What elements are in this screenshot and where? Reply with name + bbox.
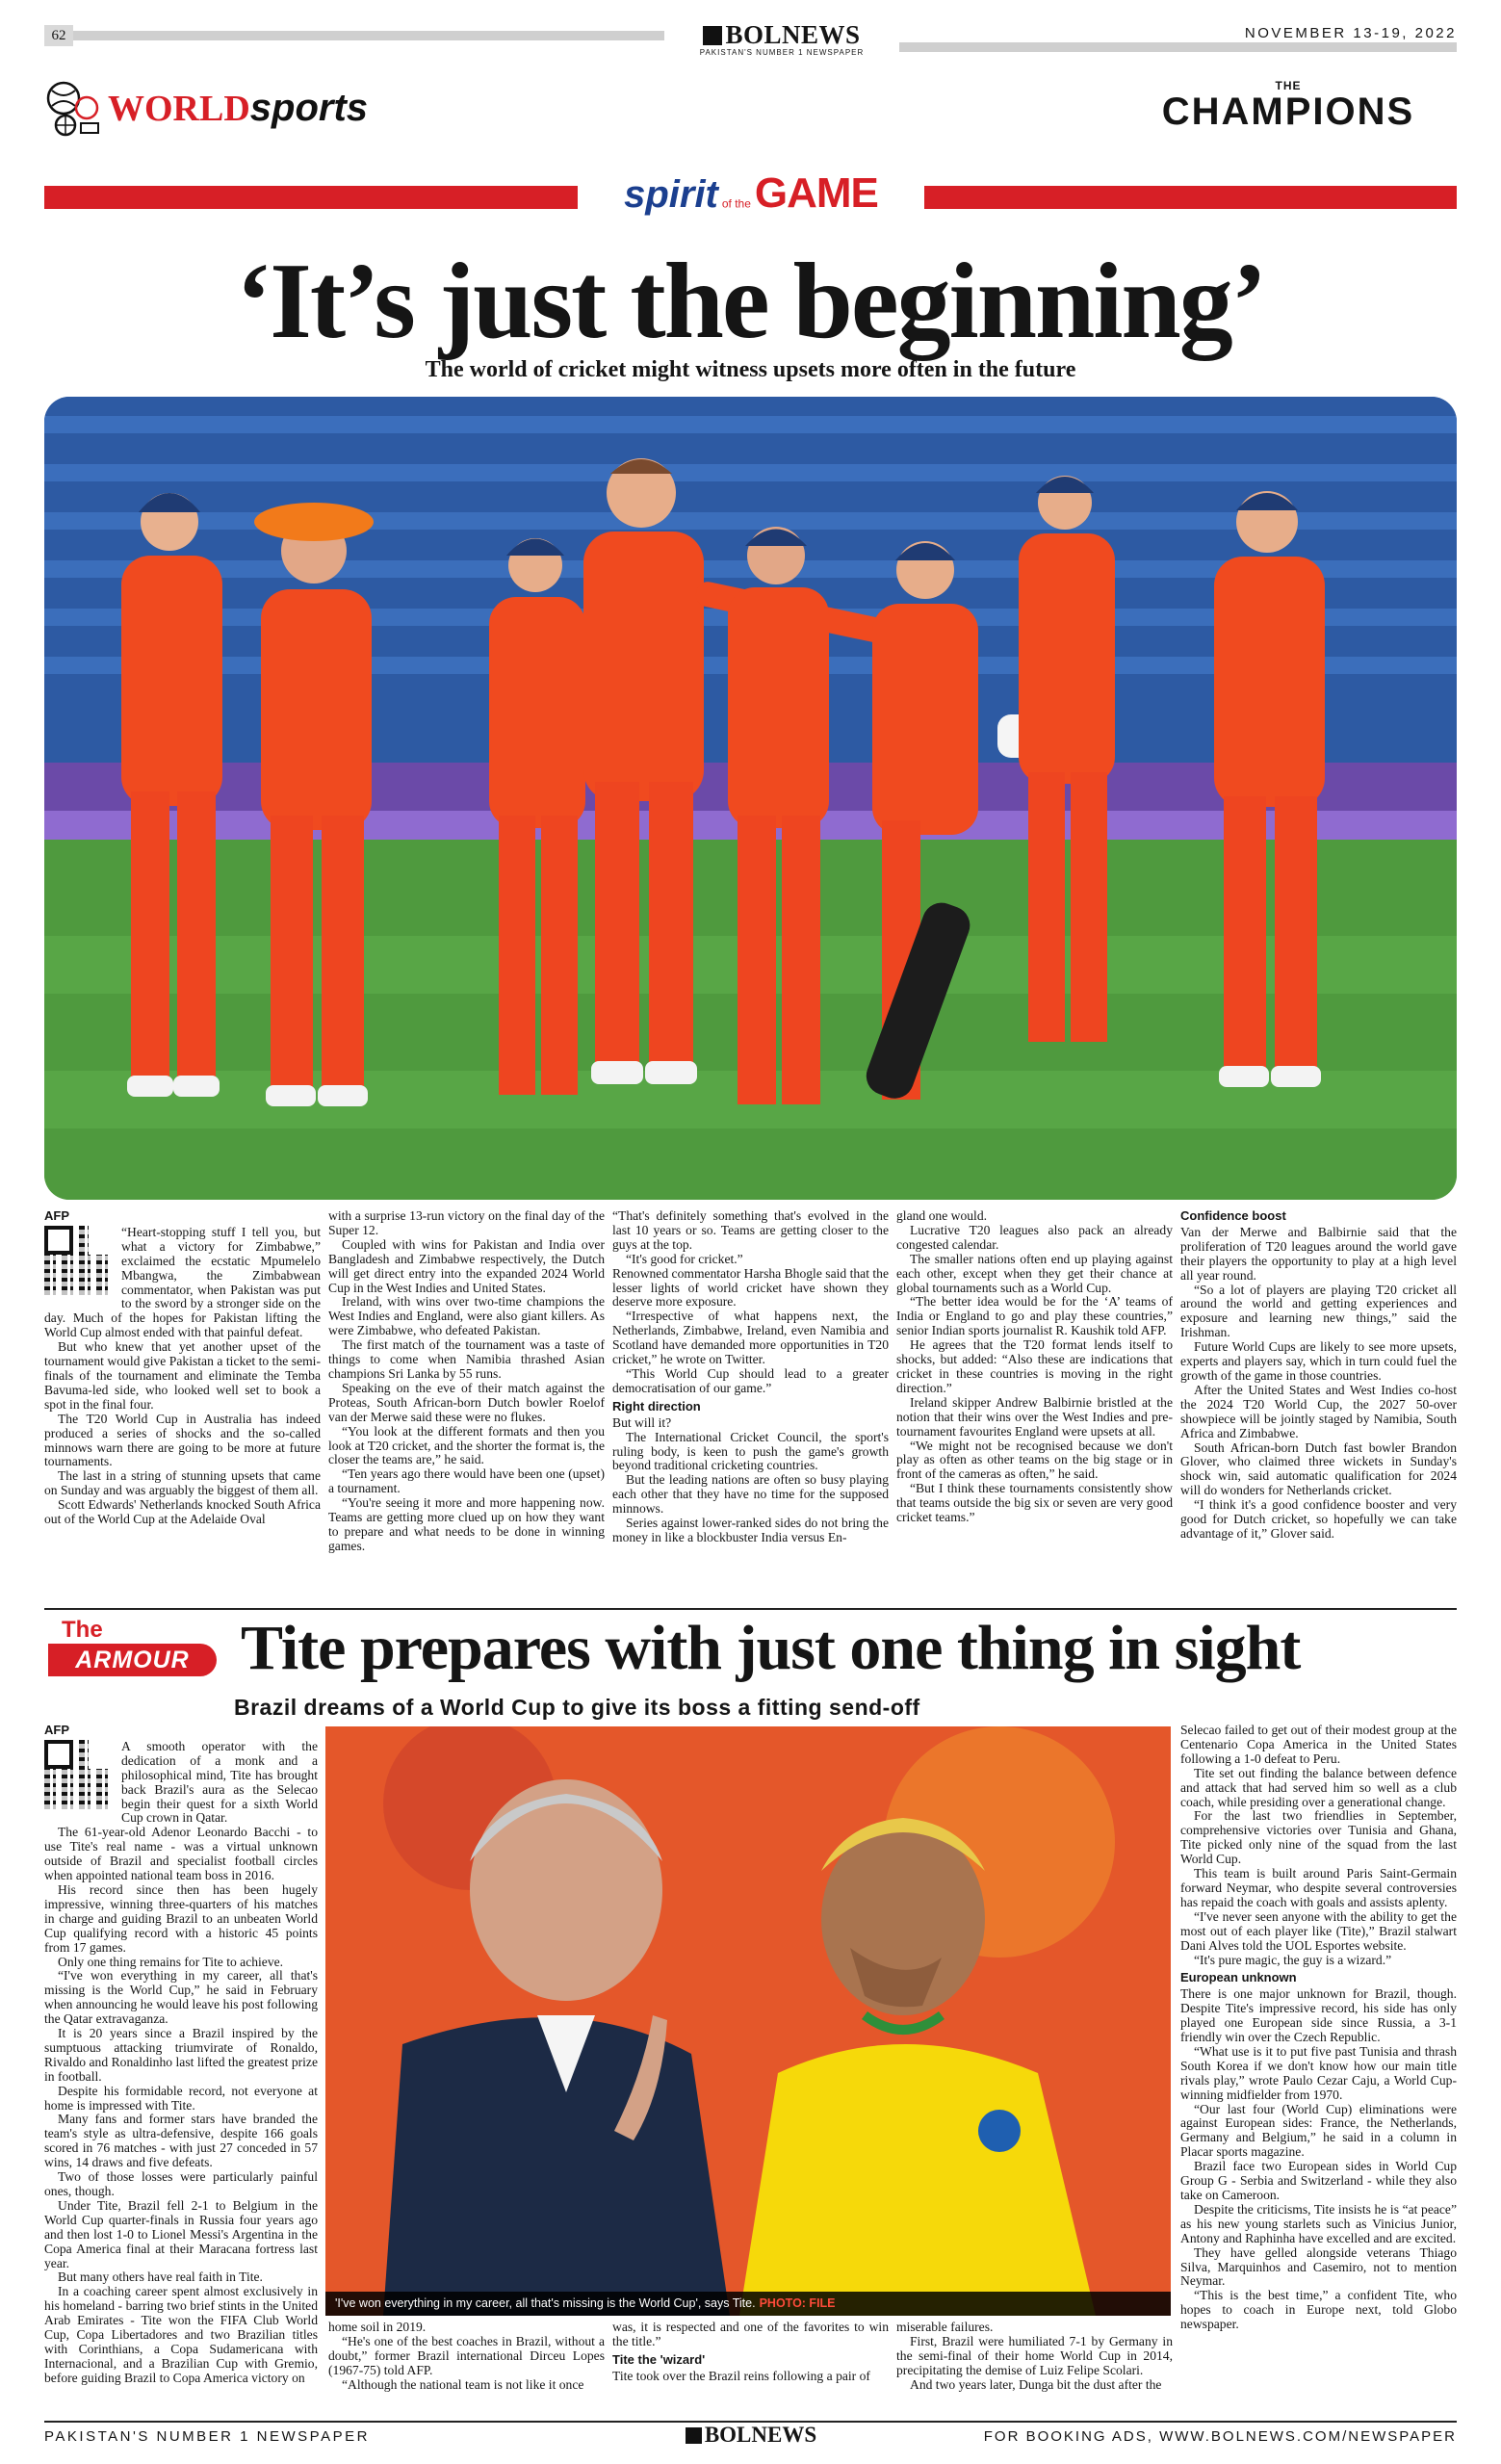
paragraph: First, Brazil were humiliated 7-1 by Germany in the semi-final of their home World Cup in 2014, precipitating the demise of Luiz Felipe Scolari.	[896, 2333, 1173, 2377]
armour-the-label: The	[62, 1617, 103, 1643]
paragraph: But will it?	[612, 1414, 672, 1430]
masthead	[664, 21, 899, 57]
paragraph: There is one major unknown for Brazil, though. Despite Tite's impressive record, his side has only played one European side since Russia, a 3-1 friendly win over the Czech Republic.	[1180, 1986, 1457, 2045]
paragraph: Future World Cups are likely to see more upsets, experts and players say, which in turn could fuel the growth of the game in those countries.	[1180, 1339, 1457, 1383]
article2-column-2	[328, 2321, 605, 2412]
paragraph: For the last two friendlies in September, comprehensive victories over Tunisia and Ghana, Tite picked only nine of the squad from the last World Cup.	[1180, 1808, 1457, 1867]
article1-column-2	[328, 1209, 605, 1604]
paragraph: Renowned commentator Harsha Bhogle said that the lesser lights of world cricket have shown they deserve more exposure.	[612, 1265, 889, 1310]
paragraph: Series against lower-ranked sides do not bring the money in like a blockbuster India versus En-	[612, 1516, 889, 1544]
paragraph: The International Cricket Council, the sport's ruling body, is keen to push the game's growth beyond traditional cricketing countries.	[612, 1429, 889, 1473]
paragraph: South African-born Dutch fast bowler Brandon Glover, who claimed three wickets in Sunday's shock win, said automatic qualification for 2024 will do wonders for Netherlands cricket.	[1180, 1439, 1457, 1498]
bol-logo-icon	[686, 2427, 702, 2444]
section-the-champions	[1120, 79, 1457, 137]
paragraph: And two years later, Dunga bit the dust after the	[910, 2376, 1162, 2392]
paragraph: This team is built around Paris Saint-Germain forward Neymar, who despite several controversies has repaid the coach with goals and assists aplenty.	[1180, 1866, 1457, 1909]
paragraph: Under Tite, Brazil fell 2-1 to Belgium in the World Cup quarter-finals in Russia four years ago and then lost 1-0 to Lionel Messi's Argentina in the Copa America final at their Maracana fortress last year.	[44, 2197, 318, 2270]
bol-logo-icon	[703, 26, 722, 45]
paragraph: But who knew that yet another upset of the tournament would give Pakistan a ticket to the semi-finals of the tournament and eliminate the Temba Bavuma-led side, who looked well set to book a spot in the final four.	[44, 1339, 321, 1412]
paragraph: “You look at the different formats and then you look at T20 cricket, and the shorter the format is, the closer the teams are,” he said.	[328, 1423, 605, 1467]
article2-column-5	[1180, 1724, 1457, 2412]
header-rule-right	[899, 42, 1457, 52]
paragraph: The 61-year-old Adenor Leonardo Bacchi - to use Tite's real name - was a virtual unknown outside of Brazil and specialist football circles when appointed national team boss in 2016.	[44, 1825, 318, 1883]
paragraph: Brazil face two European sides in World Cup Group G - Serbia and Switzerland - while they also take on Cameroon.	[1180, 2159, 1457, 2202]
paragraph: But many others have real faith in Tite.	[58, 2269, 263, 2285]
article2-column-1	[44, 1724, 318, 2412]
paragraph: His record since then has been hugely impressive, winning three-quarters of his matches in charge and guiding Brazil to an unbeaten World Cup qualifying record with a historic 45 points from 17 games.	[44, 1881, 318, 1955]
paragraph: “But I think these tournaments consistently show that teams outside the big six or seven are very good cricket teams.”	[896, 1481, 1173, 1525]
photo-caption	[325, 2292, 1171, 2316]
paragraph: “It's pure magic, the guy is a wizard.”	[1194, 1952, 1392, 1967]
footer-booking-link[interactable]: FOR BOOKING ADS, WWW.BOLNEWS.COM/NEWSPAPER	[983, 2428, 1457, 2445]
paragraph: They have gelled alongside veterans Thiago Silva, Marquinhos and Casemiro, not to mention Neymar.	[1180, 2244, 1457, 2289]
paragraph: He agrees that the T20 format lends itself to shocks, but added: “Also these are indications that cricket in these countries is moving in the right direction.”	[896, 1337, 1173, 1395]
article1-byline: AFP	[44, 1209, 69, 1223]
paragraph: Scott Edwards' Netherlands knocked South Africa out of the World Cup at the Adelaide Oval	[44, 1497, 321, 1527]
header-rule-left	[73, 31, 664, 40]
subhead-right-direction: Right direction	[612, 1398, 701, 1414]
masthead-tagline: PAKISTAN'S NUMBER 1 NEWSPAPER	[699, 48, 865, 57]
caption-text: 'I've won everything in my career, all that's missing is the World Cup', says Tite.	[335, 2296, 756, 2310]
paragraph: “It's good for cricket.”	[626, 1251, 743, 1266]
paragraph: Lucrative T20 leagues also pack an already congested calendar.	[896, 1222, 1173, 1252]
paragraph: gland one would.	[896, 1209, 988, 1223]
paragraph: “He's one of the best coaches in Brazil, without a doubt,” former Brazil international Dirceu Lopes (1967-75) told AFP.	[328, 2333, 605, 2377]
paragraph: “Although the national team is not like it once	[342, 2376, 584, 2392]
paragraph: Speaking on the eve of their match against the Proteas, South African-born Dutch bowler Roelof van der Merwe said these were no flukes.	[328, 1380, 605, 1424]
paragraph: “You're seeing it more and more happening now. Teams are getting more clued up on how they want to prepare and what needs to be done in winning games.	[328, 1495, 605, 1553]
paragraph: The smaller nations often end up playing against each other, except when they get their chance at global tournaments such as a World Cup.	[896, 1251, 1173, 1295]
paragraph: Selecao failed to get out of their modest group at the Centenario Copa America in the United States following a 1-0 defeat to Peru.	[1180, 1724, 1457, 1766]
headline-tite: Tite prepares with just one thing in sight	[241, 1613, 1301, 1683]
article2-column-4	[896, 2321, 1173, 2412]
article1-column-5	[1180, 1209, 1457, 1604]
headline-main: ‘It’s just the beginning’	[235, 242, 1266, 361]
page-number: 62	[44, 25, 73, 46]
footer-masthead-name: BOLNEWS	[704, 2423, 817, 2447]
kicker-game: GAME	[754, 169, 878, 217]
subheadline-main: The world of cricket might witness upsets more often in the future	[425, 357, 1076, 382]
paragraph: Tite set out finding the balance between defence and attack that had served him so well as a club coach, while presiding over a generational change.	[1180, 1765, 1457, 1809]
paragraph: home soil in 2019.	[328, 2321, 427, 2334]
paragraph: “The better idea would be for the ‘A’ teams of India or England to go and play these countries,” senior Indian sports journalist R. Kaushik told AFP.	[896, 1294, 1173, 1338]
paragraph: The last in a string of stunning upsets that came on Sunday and was arguably the biggest of them all.	[44, 1468, 321, 1498]
paragraph: Many fans and former stars have branded the team's style as ultra-defensive, despite 166 goals scored in 76 matches - with just 27 conceded in 57 wins, 14 draws and five defeats.	[44, 2112, 318, 2170]
qr-code-icon[interactable]	[44, 1226, 114, 1295]
section-the-armour	[48, 1613, 231, 1690]
paragraph: was, it is respected and one of the favorites to win the title.”	[612, 2321, 889, 2348]
paragraph: “So a lot of players are playing T20 cricket all around the world and getting experiences and exposure and learning new things,” said the Irishman.	[1180, 1282, 1457, 1340]
paragraph: “Ten years ago there would have been one (upset) a tournament.	[328, 1466, 605, 1496]
paragraph: The T20 World Cup in Australia has indeed produced a series of shocks and the so-called minnows warn there are going to be more at future tournaments.	[44, 1411, 321, 1469]
paragraph: miserable failures.	[896, 2321, 994, 2334]
paragraph: “I've never seen anyone with the ability to get the most out of each player like (Tite),” Brazil stalwart Dani Alves told the UOL Esportes website.	[1180, 1908, 1457, 1953]
paragraph: Ireland, with wins over two-time champions the West Indies and England, were also giant killers. As were Zimbabwe, who defeated Pakistan.	[328, 1294, 605, 1338]
paragraph: “I think it's a good confidence booster and very good for Dutch cricket, so hopefully we can take advantage of it,” Glover said.	[1180, 1497, 1457, 1541]
paragraph: Van der Merwe and Balbirnie said that the proliferation of T20 leagues around the world gave their players the opportunity to play at a high level all year round.	[1180, 1224, 1457, 1283]
photo-credit: PHOTO: FILE	[759, 2296, 836, 2310]
tite-neymar-photo	[325, 1726, 1171, 2316]
coach-and-player-illustration	[325, 1726, 1171, 2316]
article2-column-3	[612, 2321, 889, 2412]
paragraph: Despite the criticisms, Tite insists he is “at peace” as his new young starlets such as Vinicius Junior, Antony and Raphinha have excelled and are excited.	[1180, 2201, 1457, 2245]
section-world-sports	[44, 79, 391, 141]
issue-date: NOVEMBER 13-19, 2022	[1244, 25, 1457, 41]
qr-code-icon[interactable]	[44, 1740, 114, 1809]
champions-the-label: THE	[1275, 79, 1302, 92]
article2-byline: AFP	[44, 1724, 69, 1737]
sports-balls-icon	[44, 79, 104, 139]
champions-label: CHAMPIONS	[1161, 91, 1415, 133]
section-label-world: WORLD	[108, 89, 250, 129]
subhead-european-unknown: European unknown	[1180, 1970, 1297, 1985]
paragraph: with a surprise 13-run victory on the final day of the Super 12.	[328, 1209, 605, 1237]
cricket-players-illustration	[44, 397, 1457, 1200]
paragraph: A smooth operator with the dedication of a monk and a philosophical mind, Tite has brought back Brazil's aura as the Selecao begin their quest for a sixth World Cup crown in Qatar.	[121, 1738, 318, 1826]
kicker-of-the: of the	[721, 196, 751, 211]
paragraph: But the leading nations are often so busy playing each other that they have no time for the supposed minnows.	[612, 1472, 889, 1517]
masthead-name: BOLNEWS	[725, 20, 861, 49]
paragraph: “Irrespective of what happens next, the Netherlands, Zimbabwe, Ireland, even Namibia and Scotland have demanded more opportunities in T20 cricket,” he wrote on Twitter.	[612, 1309, 889, 1367]
subhead-confidence-boost: Confidence boost	[1180, 1209, 1286, 1223]
section-label-sports: sports	[249, 87, 369, 129]
paragraph: “This World Cup should lead to a greater democratisation of our game.”	[612, 1365, 889, 1395]
paragraph: “Our last four (World Cup) eliminations were against European sides: France, the Netherlands, Germany and Belgium,” he said in a column in Placar sports magazine.	[1180, 2101, 1457, 2160]
footer-masthead	[626, 2423, 876, 2448]
paragraph: “That's definitely something that's evolved in the last 10 years or so. Teams are getting closer to the guys at the top.	[612, 1209, 889, 1252]
paragraph: Ireland skipper Andrew Balbirnie bristled at the notion that their wins over the West Indies and pre-tournament favourites England were upsets at all.	[896, 1394, 1173, 1439]
paragraph: In a coaching career spent almost exclusively in his homeland - barring two brief stints in the United Arab Emirates - Tite won the FIFA Club World Cup, Copa Libertadores and two Brazilian titles with Corinthians, a Copa Sudamericana with Internacional, and a Brazilian Cup with Gremio, before guiding Brazil to Copa America victory on	[44, 2284, 318, 2385]
kicker-spirit: spirit	[624, 173, 718, 216]
article1-column-4	[896, 1209, 1173, 1604]
paragraph: Despite his formidable record, not everyone at home is impressed with Tite.	[44, 2083, 318, 2113]
article1-column-3	[612, 1209, 889, 1604]
paragraph: “This is the best time,” a confident Tite, who hopes to coach in Europe next, told Globo newspaper.	[1180, 2288, 1457, 2332]
paragraph: Tite took over the Brazil reins following a pair of	[612, 2368, 870, 2383]
paragraph: “What use is it to put five past Tunisia and thrash South Korea if we don't know how our main title rivals play,” wrote Paulo Cezar Caju, a World Cup-winning midfielder from 1970.	[1180, 2043, 1457, 2102]
paragraph: “We might not be recognised because we don't play as often as other teams on the big stage or in front of the cameras as often,” he said.	[896, 1438, 1173, 1482]
paragraph: “I've won everything in my career, all that's missing is the World Cup,” he said in February when announcing he would leave his post following the Qatar extravaganza.	[44, 1968, 318, 2027]
paragraph: Two of those losses were particularly painful ones, though.	[44, 2169, 318, 2198]
subheadline-tite: Brazil dreams of a World Cup to give its boss a fitting send-off	[234, 1695, 920, 1720]
kicker-spirit-of-the-game	[578, 169, 924, 227]
paragraph: Coupled with wins for Pakistan and India over Bangladesh and Zimbabwe respectively, the Dutch will get direct entry into the expanded 2024 World Cup in the West Indies and United States.	[328, 1236, 605, 1295]
paragraph: After the United States and West Indies co-host the 2024 T20 World Cup, the 2027 50-over showpiece will be jointly staged by Namibia, South Africa and Zimbabwe.	[1180, 1382, 1457, 1440]
paragraph: It is 20 years since a Brazil inspired by the sumptuous attacking triumvirate of Ronaldo, Rivaldo and Ronaldinho last lifted the greatest prize in football.	[44, 2026, 318, 2084]
footer-tagline: PAKISTAN'S NUMBER 1 NEWSPAPER	[44, 2428, 370, 2445]
armour-label: ARMOUR	[48, 1644, 217, 1676]
netherlands-team-photo	[44, 397, 1457, 1200]
paragraph: Only one thing remains for Tite to achieve.	[58, 1954, 284, 1969]
paragraph: “Heart-stopping stuff I tell you, but what a victory for Zimbabwe,” exclaimed the ecstatic Mpumelelo Mbangwa, the Zimbabwean commentator, when Pakistan was put to the sword by a stronger side on the day. Much of the hopes for Pakistan lifting the World Cup almost ended with that painful defeat.	[44, 1224, 321, 1340]
article1-column-1	[44, 1209, 321, 1604]
subhead-tite-the-wizard: Tite the 'wizard'	[612, 2351, 706, 2367]
paragraph: The first match of the tournament was a taste of things to come when Namibia thrashed Asian champions Sri Lanka by 55 runs.	[328, 1337, 605, 1381]
